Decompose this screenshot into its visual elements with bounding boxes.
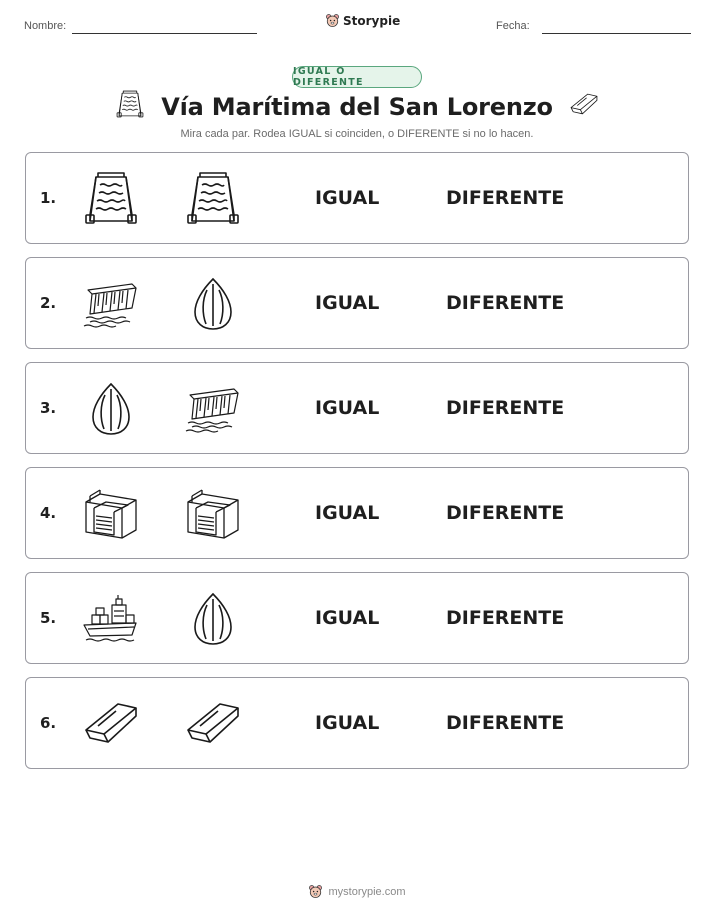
item-number: 1.: [40, 189, 57, 207]
date-field[interactable]: [542, 33, 691, 34]
seed-icon: [184, 591, 242, 647]
footer: [0, 884, 714, 899]
name-field[interactable]: [72, 33, 257, 34]
item-number: 4.: [40, 504, 57, 522]
page-title: Vía Marítima del San Lorenzo: [161, 92, 553, 121]
diferente-option[interactable]: DIFERENTE: [446, 607, 565, 629]
bear-mascot-icon: [325, 13, 340, 28]
exercise-row: [25, 257, 689, 349]
igual-option[interactable]: IGUAL: [315, 292, 380, 314]
exercise-row: [25, 677, 689, 769]
diferente-option[interactable]: DIFERENTE: [446, 502, 565, 524]
exercise-row: [25, 467, 689, 559]
activity-badge: IGUAL O DIFERENTE: [292, 66, 422, 88]
item-number: 2.: [40, 294, 57, 312]
bear-mascot-icon: [308, 884, 323, 899]
seed-icon: [184, 276, 242, 332]
lock-gate-icon: [184, 486, 242, 542]
footer-url: mystorypie.com: [328, 885, 406, 898]
igual-option[interactable]: IGUAL: [315, 607, 380, 629]
date-label: Fecha:: [496, 20, 530, 32]
item-number: 5.: [40, 609, 57, 627]
title-row: [0, 90, 714, 123]
cargo-ship-icon: [82, 591, 140, 647]
name-label: Nombre:: [24, 20, 67, 32]
exercise-row: [25, 572, 689, 664]
storypie-logo: [325, 13, 400, 28]
brand-name: Storypie: [343, 13, 401, 28]
igual-option[interactable]: IGUAL: [315, 397, 380, 419]
diferente-option[interactable]: DIFERENTE: [446, 187, 565, 209]
igual-option[interactable]: IGUAL: [315, 502, 380, 524]
lock-gate-icon: [82, 486, 140, 542]
igual-option[interactable]: IGUAL: [315, 712, 380, 734]
exercise-row: [25, 362, 689, 454]
item-number: 3.: [40, 399, 57, 417]
item-number: 6.: [40, 714, 57, 732]
dam-icon: [184, 381, 242, 437]
diferente-option[interactable]: DIFERENTE: [446, 292, 565, 314]
gold-bar-icon: [82, 696, 140, 752]
gold-bar-icon: [184, 696, 242, 752]
exercise-row: [25, 152, 689, 244]
canal-lock-icon: [82, 171, 140, 227]
dam-icon: [82, 276, 140, 332]
diferente-option[interactable]: DIFERENTE: [446, 397, 565, 419]
instructions: Mira cada par. Rodea IGUAL si coinciden, o DIFERENTE si no lo hacen.: [180, 128, 534, 140]
diferente-option[interactable]: DIFERENTE: [446, 712, 565, 734]
gold-bar-icon: [569, 90, 599, 123]
canal-lock-icon: [115, 90, 145, 123]
canal-lock-icon: [184, 171, 242, 227]
seed-icon: [82, 381, 140, 437]
igual-option[interactable]: IGUAL: [315, 187, 380, 209]
